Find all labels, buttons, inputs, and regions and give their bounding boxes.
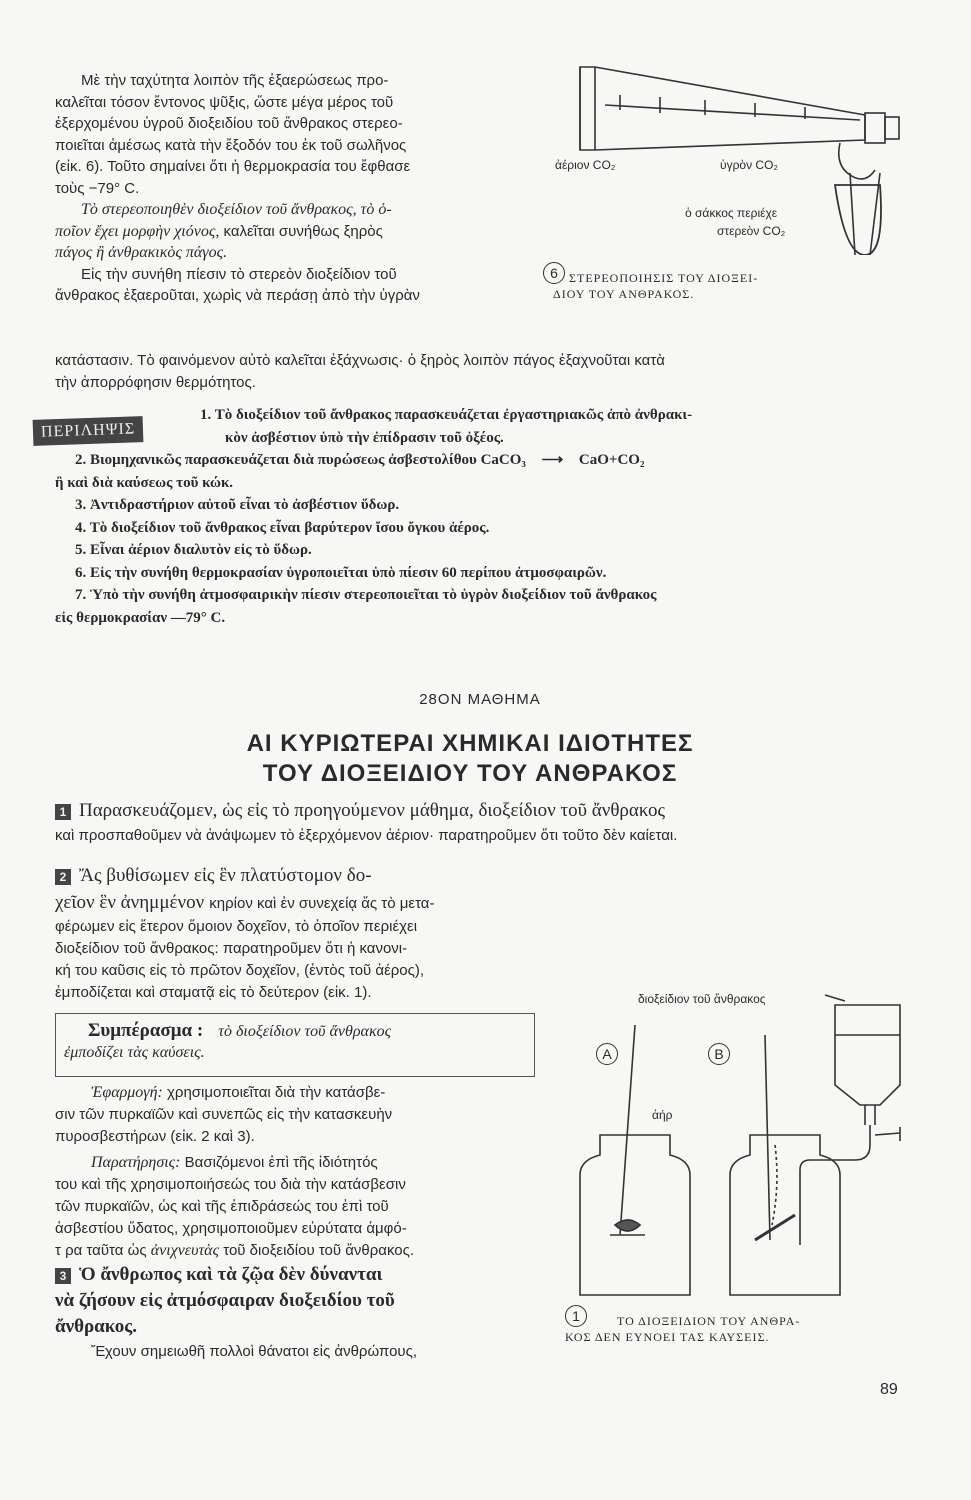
intro-line: καλεῖται τόσον ἔντονος ψῦξις, ὥστε μέγα μέρος τοῦ (55, 93, 394, 111)
summary-list (55, 404, 945, 629)
section-2-line: ἐμποδίζεται καὶ σταματᾷ εἰς τὸ δεύτερον (εἰκ. 1). (55, 984, 372, 1001)
caption-line: ΣΤΕΡΕΟΠΟΙΗΣΙΣ ΤΟΥ ΔΙΟΞΕΙ- (569, 271, 759, 285)
intro-line: ἐξερχομένου ὑγροῦ διοξειδίου τοῦ ἄνθρακος στερεο- (55, 115, 403, 132)
section-1-heading (55, 800, 945, 822)
figure-number-1: 1 (565, 1305, 587, 1327)
observation-line5 (55, 1240, 535, 1262)
candle-jars-illustration (560, 985, 940, 1305)
summary-item: 1. Τὸ διοξείδιον τοῦ ἄνθρακος παρασκευάζεται ἐργαστηριακῶς ἀπὸ ἀνθρακι- (200, 407, 693, 423)
label-gas-co2: ἀέριον CO₂ (555, 158, 616, 172)
jar-label-a: A (596, 1043, 618, 1065)
caption-line: ΔΙΟΥ ΤΟΥ ΑΝΘΡΑΚΟΣ. (553, 287, 695, 301)
caption-line: ΚΟΣ ΔΕΝ ΕΥΝΟΕΙ ΤΑΣ ΚΑΥΣΕΙΣ. (565, 1330, 770, 1344)
section-number-2: 2 (55, 869, 71, 885)
section-3 (55, 1262, 535, 1362)
caption-line: ΤΟ ΔΙΟΞΕΙΔΙΟΝ ΤΟΥ ΑΝΘΡΑ- (617, 1314, 801, 1328)
observation-text: του καὶ τῆς χρησιμοποιήσεώς του διὰ τὴν κατάσβεσιν (55, 1176, 406, 1193)
observation-text: τοῦ διοξειδίου τοῦ ἄνθρακος. (223, 1242, 415, 1259)
section-2-line-mixed (55, 890, 535, 916)
page-number: 89 (880, 1381, 898, 1398)
intro-line: Μὲ τὴν ταχύτητα λοιπὸν τῆς ἐξαερώσεως προ- (81, 72, 389, 89)
intro-line: κατάστασιν. Τὸ φαινόμενον αὐτὸ καλεῖται ἐξάχνωσις· ὁ ξηρὸς λοιπὸν πάγος ἐξαχνοῦται κατὰ (55, 352, 665, 369)
figure-1-caption (565, 1305, 940, 1345)
observation-text: ἀσβεστίου ὕδατος, χρησιμοποιοῦμεν εὐρύτατα ἀμφό- (55, 1220, 407, 1237)
conclusion-label: Συμπέρασμα : (88, 1020, 204, 1041)
label-co2-bottle: διοξείδιον τοῦ ἄνθρακος (638, 992, 766, 1006)
reaction-products: CaO+CO₂ (578, 452, 645, 468)
jar-label-b: B (708, 1043, 730, 1065)
observation-paragraph (55, 1152, 535, 1262)
summary-item: 3. Ἀντιδραστήριον αὐτοῦ εἶναι τὸ ἀσβέστιον ὕδωρ. (75, 497, 400, 513)
section-2-heading (55, 862, 535, 890)
section-2-line: φέρωμεν εἰς ἕτερον ὅμοιον δοχεῖον, τὸ ὁποῖον περιέχει (55, 918, 418, 935)
application-paragraph (55, 1082, 535, 1148)
section-3-bold: Ὁ ἄνθρωπος καὶ τὰ ζῷα δὲν δύνανται (79, 1264, 383, 1285)
lesson-title-line1: ΑΙ ΚΥΡΙΩΤΕΡΑΙ ΧΗΜΙΚΑΙ ΙΔΙΟΤΗΤΕΣ (246, 730, 694, 757)
summary-item-reaction (55, 449, 945, 472)
conclusion-line1 (56, 1014, 534, 1042)
figure-1 (560, 985, 940, 1375)
application-line1 (55, 1082, 535, 1104)
figure-6-caption (543, 260, 933, 302)
label-liquid-co2: ὑγρὸν CO₂ (720, 158, 779, 172)
section-3-line: Ἔχουν σημειωθῆ πολλοὶ θάνατοι εἰς ἀνθρώπους, (91, 1343, 418, 1360)
intro-italic-line: Τὸ στερεοποιηθὲν διοξείδιον τοῦ ἄνθρακος, τὸ ὁ- (81, 201, 392, 218)
conclusion-text: τὸ διοξείδιον τοῦ ἄνθρακος (218, 1023, 392, 1040)
section-2-bold: χεῖον ἓν ἀνημμένον (55, 892, 205, 913)
summary-item: εἰς θερμοκρασίαν —79° C. (55, 609, 226, 626)
lesson-number: 28ΟΝ ΜΑΘΗΜΑ (419, 691, 541, 708)
label-bag-line2: στερεὸν CO₂ (717, 224, 786, 238)
section-1 (55, 800, 945, 846)
observation-text: τῶν πυρκαϊῶν, ὡς καὶ τῆς ἐπιδράσεώς του ἐπὶ τοῦ (55, 1198, 389, 1215)
section-1-bold: Παρασκευάζομεν, ὡς εἰς τὸ προηγούμενον μάθημα, διοξείδιον τοῦ ἄνθρακος (79, 800, 666, 821)
reaction-arrow-icon: ⟶ (541, 452, 564, 468)
intro-line: τοὺς −79° C. (55, 179, 140, 197)
figure-number-6: 6 (543, 262, 565, 284)
intro-line: ποιεῖται ἀμέσως κατὰ τὴν ἔξοδόν του ἐκ τοῦ σωλῆνος (55, 136, 407, 154)
intro-line: ἄνθρακος ἐξαεροῦται, χωρὶς νὰ περάσῃ ἀπὸ τὴν ὑγρὰν (55, 287, 420, 304)
intro-inline-normal: καλεῖται συνήθως ξηρὸς (223, 222, 383, 240)
observation-label: Παρατήρησις: (91, 1154, 181, 1171)
section-3-bold: νὰ ζήσουν εἰς ἀτμόσφαιραν διοξειδίου τοῦ (55, 1290, 395, 1311)
section-number-3: 3 (55, 1268, 71, 1284)
summary-item: 5. Εἶναι ἀέριον διαλυτὸν εἰς τὸ ὕδωρ. (75, 542, 312, 558)
figure-6 (535, 55, 935, 315)
intro-italic-line: πάγος ἢ ἀνθρακικὸς πάγος. (55, 244, 228, 261)
summary-item: ἢ καὶ διὰ καύσεως τοῦ κώκ. (55, 474, 234, 491)
summary-item: κὸν ἀσβέστιον ὑπὸ τὴν ἐπίδρασιν τοῦ ὀξέος. (225, 429, 504, 446)
section-3-bold: ἄνθρακος. (55, 1316, 138, 1337)
observation-text: τ ρα ταῦτα ὡς (55, 1242, 147, 1259)
conclusion-box (55, 1013, 535, 1077)
observation-text: Βασιζόμενοι ἐπὶ τῆς ἰδιότητός (184, 1154, 378, 1171)
section-2 (55, 862, 535, 1004)
section-3-heading (55, 1262, 535, 1288)
lesson-title-line2: ΤΟΥ ΔΙΟΞΕΙΔΙΟΥ ΤΟΥ ΑΝΘΡΑΚΟΣ (262, 760, 678, 787)
intro-line-mixed (55, 221, 525, 243)
intro-line: Εἰς τὴν συνήθη πίεσιν τὸ στερεὸν διοξείδιον τοῦ (81, 265, 397, 283)
summary-item: 4. Τὸ διοξείδιον τοῦ ἄνθρακος εἶναι βαρύτερον ἴσου ὄγκου ἀέρος. (75, 519, 490, 536)
section-2-text: κηρίον καὶ ἐν συνεχείᾳ ἄς τὸ μετα- (209, 895, 435, 912)
intro-line: τὴν ἀπορρόφησιν θερμότητος. (55, 373, 256, 391)
application-label: Ἐφαρμογή: (91, 1084, 163, 1101)
application-text: χρησιμοποιεῖται διὰ τὴν κατάσβε- (167, 1084, 386, 1101)
label-air: ἀήρ (652, 1108, 673, 1122)
application-text: σιν τῶν πυρκαϊῶν καὶ συνεπῶς εἰς τὴν κατασκευὴν (55, 1106, 393, 1123)
section-2-line: κή του καῦσις εἰς τὸ πρῶτον δοχεῖον, (ἐντὸς τοῦ ἀέρος), (55, 962, 425, 979)
section-1-line: καὶ προσπαθοῦμεν νὰ ἀνάψωμεν τὸ ἐξερχόμενον ἀέριον· παρατηροῦμεν ὅτι τοῦτο δὲν καίεται. (55, 827, 678, 844)
label-bag-line1: ὁ σάκκος περιέχε (685, 206, 778, 220)
section-2-line: διοξείδιον τοῦ ἄνθρακος: παρατηροῦμεν ὅτι ἡ κανονι- (55, 940, 408, 957)
summary-item: 6. Εἰς τὴν συνήθη θερμοκρασίαν ὑγροποιεῖται ὑπὸ πίεσιν 60 περίπου ἀτμοσφαιρῶν. (75, 564, 607, 581)
summary-item-text: 2. Βιομηχανικῶς παρασκευάζεται διὰ πυρώσεως ἀσβεστολίθου CaCO₃ (75, 452, 526, 468)
conclusion-text: ἐμποδίζει τὰς καύσεις. (64, 1044, 205, 1061)
section-number-1: 1 (55, 804, 71, 820)
application-text: πυροσβεστήρων (εἰκ. 2 καὶ 3). (55, 1128, 255, 1145)
observation-italic: ἀνιχνευτὰς (150, 1242, 220, 1259)
observation-line1 (55, 1152, 535, 1174)
intro-full-width (55, 350, 935, 393)
intro-line: (εἰκ. 6). Τοῦτο σημαίνει ὅτι ἡ θερμοκρασία του ἔφθασε (55, 158, 411, 175)
summary-badge: ΠΕΡΙΛΗΨΙΣ (33, 416, 144, 446)
intro-paragraph (55, 70, 525, 307)
summary-item: 7. Ὑπὸ τὴν συνήθη ἀτμοσφαιρικὴν πίεσιν στερεοποιεῖται τὸ ὑγρὸν διοξείδιον τοῦ ἄνθρακος (75, 587, 657, 603)
intro-italic-line: ποῖον ἔχει μορφὴν χιόνος, (55, 222, 220, 240)
section-2-bold: Ἄς βυθίσωμεν εἰς ἓν πλατύστομον δο- (79, 865, 372, 886)
